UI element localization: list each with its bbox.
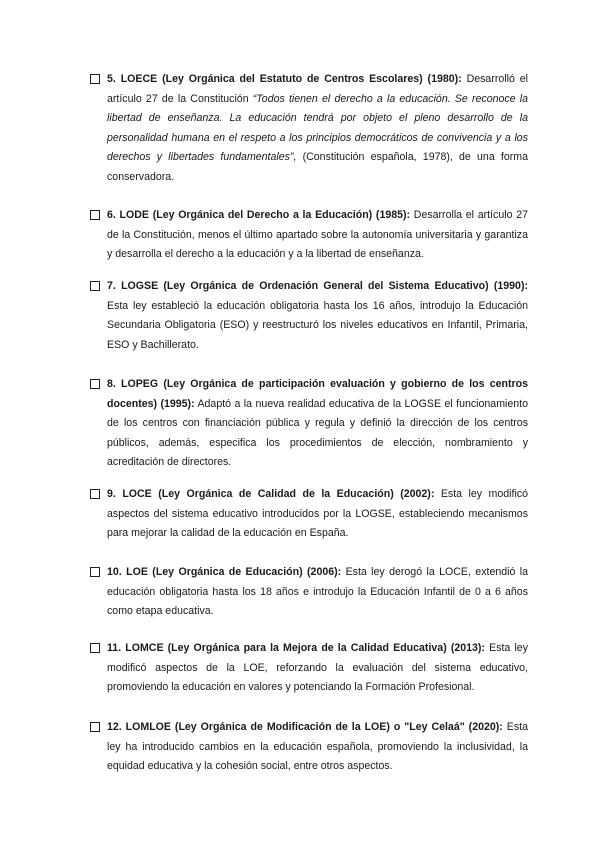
law-item-logse bbox=[92, 277, 528, 355]
checkbox[interactable] bbox=[90, 74, 100, 84]
checkbox[interactable] bbox=[90, 722, 100, 732]
law-item-loce bbox=[92, 485, 528, 544]
item-title: 7. LOGSE (Ley Orgánica de Ordenación General del Sistema Educativo) (1990): bbox=[107, 280, 528, 292]
checkbox[interactable] bbox=[90, 643, 100, 653]
item-text: Esta ley modificó aspectos de la LOE, reforzando la evaluación del sistema educativo, promoviendo la educación en valores y potenciando la Formación Profesional. bbox=[107, 642, 528, 693]
item-title: 11. LOMCE (Ley Orgánica para la Mejora de la Calidad Educativa) (2013): bbox=[107, 642, 485, 654]
item-text: Esta ley estableció la educación obligatoria hasta los 16 años, introdujo la Educación Secundaria Obligatoria (ESO) y reestructuró los niveles educativos en Infantil, Primaria, ESO y Bachillerato. bbox=[107, 299, 528, 351]
checkbox[interactable] bbox=[90, 210, 100, 220]
item-text: Esta ley modificó aspectos del sistema educativo introducidos por la LOGSE, estableciendo mecanismos para mejorar la calidad de la educación en España. bbox=[107, 488, 528, 539]
checkbox[interactable] bbox=[90, 281, 100, 291]
item-title: 6. LODE (Ley Orgánica del Derecho a la Educación) (1985): bbox=[107, 209, 411, 221]
item-quote: “Todos tienen el derecho a la educación. Se reconoce la libertad de enseñanza. La educación tendrá por objeto el pleno desarrollo de la personalidad humana en el respeto a los principios democráticos de convivencia y a los derechos y libertades fundamentales”, bbox=[107, 92, 528, 163]
law-item-lomce bbox=[92, 639, 528, 698]
item-title: 9. LOCE (Ley Orgánica de Calidad de la Educación) (2002): bbox=[107, 488, 435, 500]
law-item-loece bbox=[92, 70, 528, 187]
checkbox[interactable] bbox=[90, 567, 100, 577]
item-text: Adaptó a la nueva realidad educativa de la LOGSE el funcionamiento de los centros con financiación pública y regula y definió la dirección de los centros públicos, además, especifica los procedimientos de elección, nombramiento y acreditación de directores. bbox=[107, 397, 528, 468]
law-item-lopeg bbox=[92, 375, 528, 473]
item-text: (Constitución española, 1978), de una forma conservadora. bbox=[107, 151, 528, 183]
item-text: Esta ley ha introducido cambios en la educación española, promoviendo la inclusividad, la equidad educativa y la cohesión social, entre otros aspectos. bbox=[107, 721, 528, 772]
item-title: 10. LOE (Ley Orgánica de Educación) (2006): bbox=[107, 566, 342, 578]
item-title: 12. LOMLOE (Ley Orgánica de Modificación de la LOE) o "Ley Celaá" (2020): bbox=[107, 721, 503, 733]
law-item-lode bbox=[92, 206, 528, 265]
item-text: Desarrolla el artículo 27 de la Constitución, menos el último apartado sobre la autonomía universitaria y garantiza y desarrolla el derecho a la educación y a la libertad de enseñanza. bbox=[107, 209, 528, 260]
law-item-loe bbox=[92, 563, 528, 622]
checkbox[interactable] bbox=[90, 379, 100, 389]
item-title: 5. LOECE (Ley Orgánica del Estatuto de Centros Escolares) (1980): bbox=[107, 73, 462, 85]
item-text: Esta ley derogó la LOCE, extendió la educación obligatoria hasta los 18 años e introdujo la Educación Infantil de 0 a 6 años como etapa educativa. bbox=[107, 566, 528, 617]
checkbox[interactable] bbox=[90, 489, 100, 499]
item-title: 8. LOPEG (Ley Orgánica de participación evaluación y gobierno de los centros docentes) (1995): bbox=[107, 378, 528, 410]
law-item-lomloe bbox=[92, 718, 528, 777]
item-text: Desarrolló el artículo 27 de la Constitución bbox=[107, 73, 528, 105]
